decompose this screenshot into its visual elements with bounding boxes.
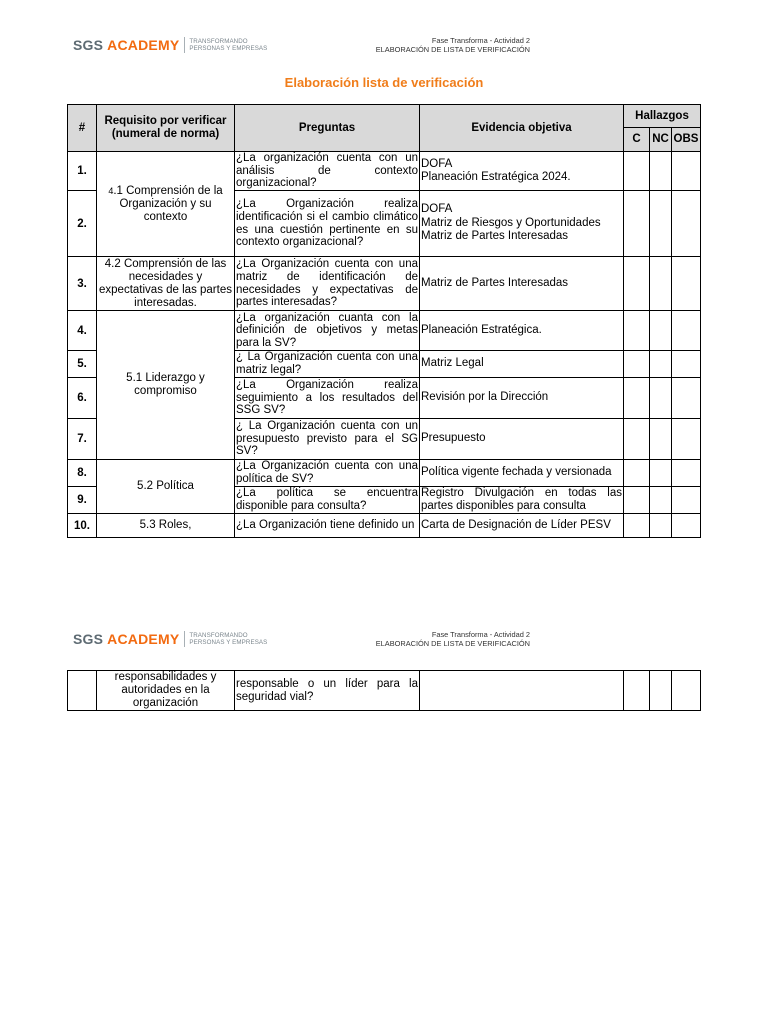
hallazgo-obs-cell[interactable] — [672, 419, 701, 460]
pregunta-cell: responsable o un líder para la seguridad vial? — [235, 671, 420, 711]
hallazgo-nc-cell[interactable] — [650, 191, 672, 257]
page-header — [0, 35, 768, 65]
col-header-obs: OBS — [672, 128, 701, 152]
evidencia-line: DOFA — [421, 157, 453, 170]
logo-tagline-line-2: PERSONAS Y EMPRESAS — [189, 45, 268, 52]
hallazgo-nc-cell[interactable] — [650, 378, 672, 419]
logo-sgs-text: SGS — [73, 631, 104, 647]
logo-divider — [184, 37, 185, 53]
pregunta-cell: ¿La Organización realiza seguimiento a los resultados del SSG SV? — [235, 378, 420, 419]
hallazgo-c-cell[interactable] — [624, 419, 650, 460]
table-row — [68, 460, 701, 487]
evidencia-line: Matriz de Partes Interesadas — [421, 276, 569, 289]
evidencia-cell — [420, 257, 624, 311]
hallazgo-obs-cell[interactable] — [672, 152, 701, 191]
evidencia-cell — [420, 191, 624, 257]
table-row — [68, 152, 701, 191]
hallazgo-obs-cell[interactable] — [672, 257, 701, 311]
table-row — [68, 257, 701, 311]
col-header-num: # — [68, 105, 97, 152]
logo-tagline-line-1: TRANSFORMANDO — [189, 38, 248, 45]
logo-tagline-line-2: PERSONAS Y EMPRESAS — [189, 639, 268, 646]
hallazgo-nc-cell[interactable] — [650, 419, 672, 460]
hallazgo-obs-cell[interactable] — [672, 671, 701, 711]
evidencia-cell — [420, 152, 624, 191]
col-header-evidencia: Evidencia objetiva — [420, 105, 624, 152]
hallazgo-nc-cell[interactable] — [650, 152, 672, 191]
evidencia-line: Matriz Legal — [421, 357, 484, 370]
hallazgo-obs-cell[interactable] — [672, 351, 701, 378]
hallazgo-obs-cell[interactable] — [672, 514, 701, 538]
hallazgo-obs-cell[interactable] — [672, 487, 701, 514]
header-subtitle: ELABORACIÓN DE LISTA DE VERIFICACIÓN — [375, 638, 530, 648]
evidencia-line: Revisión por la Dirección — [421, 391, 549, 404]
evidencia-cell — [420, 671, 624, 711]
row-number: 3. — [68, 257, 97, 311]
row-number: 9. — [68, 487, 97, 514]
hallazgo-c-cell[interactable] — [624, 311, 650, 351]
requisito-4-1-prefix: 4 — [108, 185, 114, 196]
logo-divider — [184, 631, 185, 647]
row-number: 5. — [68, 351, 97, 378]
requisito-4-1-text: .1 Comprensión de la Organización y su contexto — [113, 184, 223, 223]
table-row — [68, 671, 701, 711]
hallazgo-c-cell[interactable] — [624, 378, 650, 419]
row-number — [68, 671, 97, 711]
requisito-4-2: 4.2 Comprensión de las necesidades y expectativas de las partes interesadas. — [97, 257, 235, 311]
col-header-c: C — [624, 128, 650, 152]
evidencia-cell — [420, 351, 624, 378]
requisito-5-2: 5.2 Política — [97, 460, 235, 514]
hallazgo-c-cell[interactable] — [624, 514, 650, 538]
hallazgo-nc-cell[interactable] — [650, 351, 672, 378]
col-header-hallazgos: Hallazgos — [624, 105, 701, 128]
logo-tagline-line-1: TRANSFORMANDO — [189, 632, 248, 639]
evidencia-cell — [420, 311, 624, 351]
hallazgo-nc-cell[interactable] — [650, 311, 672, 351]
logo-tagline — [189, 632, 267, 646]
pregunta-cell: ¿La Organización cuenta con una matriz de identificación de necesidades y expectativas de partes interesadas? — [235, 257, 420, 311]
evidencia-line: Presupuesto — [421, 432, 486, 445]
sgs-academy-logo — [73, 35, 267, 55]
evidencia-line: Matriz de Partes Interesadas — [421, 230, 569, 243]
checklist-table-continuation — [67, 670, 701, 711]
logo-sgs-text: SGS — [73, 37, 104, 53]
hallazgo-c-cell[interactable] — [624, 487, 650, 514]
row-number: 10. — [68, 514, 97, 538]
hallazgo-c-cell[interactable] — [624, 152, 650, 191]
evidencia-line: DOFA — [421, 203, 453, 216]
row-number: 8. — [68, 460, 97, 487]
header-activity: Fase Transforma - Actividad 2 — [431, 36, 530, 45]
row-number: 2. — [68, 191, 97, 257]
hallazgo-c-cell[interactable] — [624, 191, 650, 257]
col-header-preguntas: Preguntas — [235, 105, 420, 152]
pregunta-cell: ¿La Organización realiza identificación si el cambio climático es una cuestión pertinente en su contexto organizacional? — [235, 191, 420, 257]
logo-academy-text: ACADEMY — [107, 37, 180, 53]
logo-academy-text: ACADEMY — [107, 631, 180, 647]
hallazgo-nc-cell[interactable] — [650, 257, 672, 311]
pregunta-cell: ¿La organización cuenta con un análisis de contexto organizacional? — [236, 152, 418, 190]
requisito-5-3: 5.3 Roles, — [97, 514, 235, 538]
row-number: 6. — [68, 378, 97, 419]
evidencia-cell — [420, 419, 624, 460]
evidencia-cell — [420, 514, 624, 538]
evidencia-cell — [420, 460, 624, 487]
hallazgo-nc-cell[interactable] — [650, 487, 672, 514]
requisito-5-1: 5.1 Liderazgo y compromiso — [97, 311, 235, 460]
hallazgo-c-cell[interactable] — [624, 351, 650, 378]
pregunta-cell: ¿La política se encuentra disponible para consulta? — [236, 487, 418, 512]
hallazgo-obs-cell[interactable] — [672, 460, 701, 487]
checklist-table — [67, 104, 701, 538]
page-title: Elaboración lista de verificación — [284, 75, 484, 90]
header-activity-info — [376, 37, 530, 54]
evidencia-line: Matriz de Riesgos y Oportunidades — [421, 216, 601, 229]
pregunta-cell: ¿La Organización tiene definido un — [235, 514, 420, 538]
hallazgo-obs-cell[interactable] — [672, 191, 701, 257]
row-number: 4. — [68, 311, 97, 351]
evidencia-line: Planeación Estratégica. — [421, 323, 542, 336]
table-row — [68, 311, 701, 351]
hallazgo-obs-cell[interactable] — [672, 378, 701, 419]
col-header-requisito: Requisito por verificar (numeral de norma) — [97, 105, 235, 152]
pregunta-cell: ¿ La Organización cuenta con una matriz legal? — [236, 351, 418, 376]
hallazgo-nc-cell[interactable] — [650, 514, 672, 538]
evidencia-line: Política vigente fechada y versionada — [421, 466, 612, 479]
table-header-row — [68, 105, 701, 128]
table-row — [68, 514, 701, 538]
hallazgo-obs-cell[interactable] — [672, 311, 701, 351]
requisito-5-3-continuation: responsabilidades y autoridades en la organización — [97, 671, 235, 711]
evidencia-line: Carta de Designación de Líder PESV — [421, 518, 611, 531]
sgs-academy-logo — [73, 629, 267, 649]
hallazgo-c-cell[interactable] — [624, 460, 650, 487]
header-activity: Fase Transforma - Actividad 2 — [431, 630, 530, 639]
logo-tagline — [189, 38, 267, 52]
header-subtitle: ELABORACIÓN DE LISTA DE VERIFICACIÓN — [375, 44, 530, 54]
row-number: 7. — [68, 419, 97, 460]
pregunta-cell: ¿ La Organización cuenta con un presupuesto previsto para el SG SV? — [235, 419, 420, 460]
pregunta-cell: ¿La organización cuanta con la definición de objetivos y metas para la SV? — [236, 311, 418, 349]
evidencia-line: Planeación Estratégica 2024. — [421, 171, 571, 183]
requisito-4-1 — [97, 152, 235, 257]
header-activity-info — [376, 631, 530, 648]
row-number: 1. — [68, 152, 97, 191]
page-header-2 — [0, 629, 768, 659]
hallazgo-c-cell[interactable] — [624, 257, 650, 311]
hallazgo-nc-cell[interactable] — [650, 460, 672, 487]
evidencia-cell: Registro Divulgación en todas las partes disponibles para consulta — [421, 487, 622, 512]
col-header-nc: NC — [650, 128, 672, 152]
evidencia-cell — [420, 378, 624, 419]
pregunta-cell: ¿La Organización cuenta con una política de SV? — [236, 460, 418, 485]
hallazgo-nc-cell[interactable] — [650, 671, 672, 711]
hallazgo-c-cell[interactable] — [624, 671, 650, 711]
